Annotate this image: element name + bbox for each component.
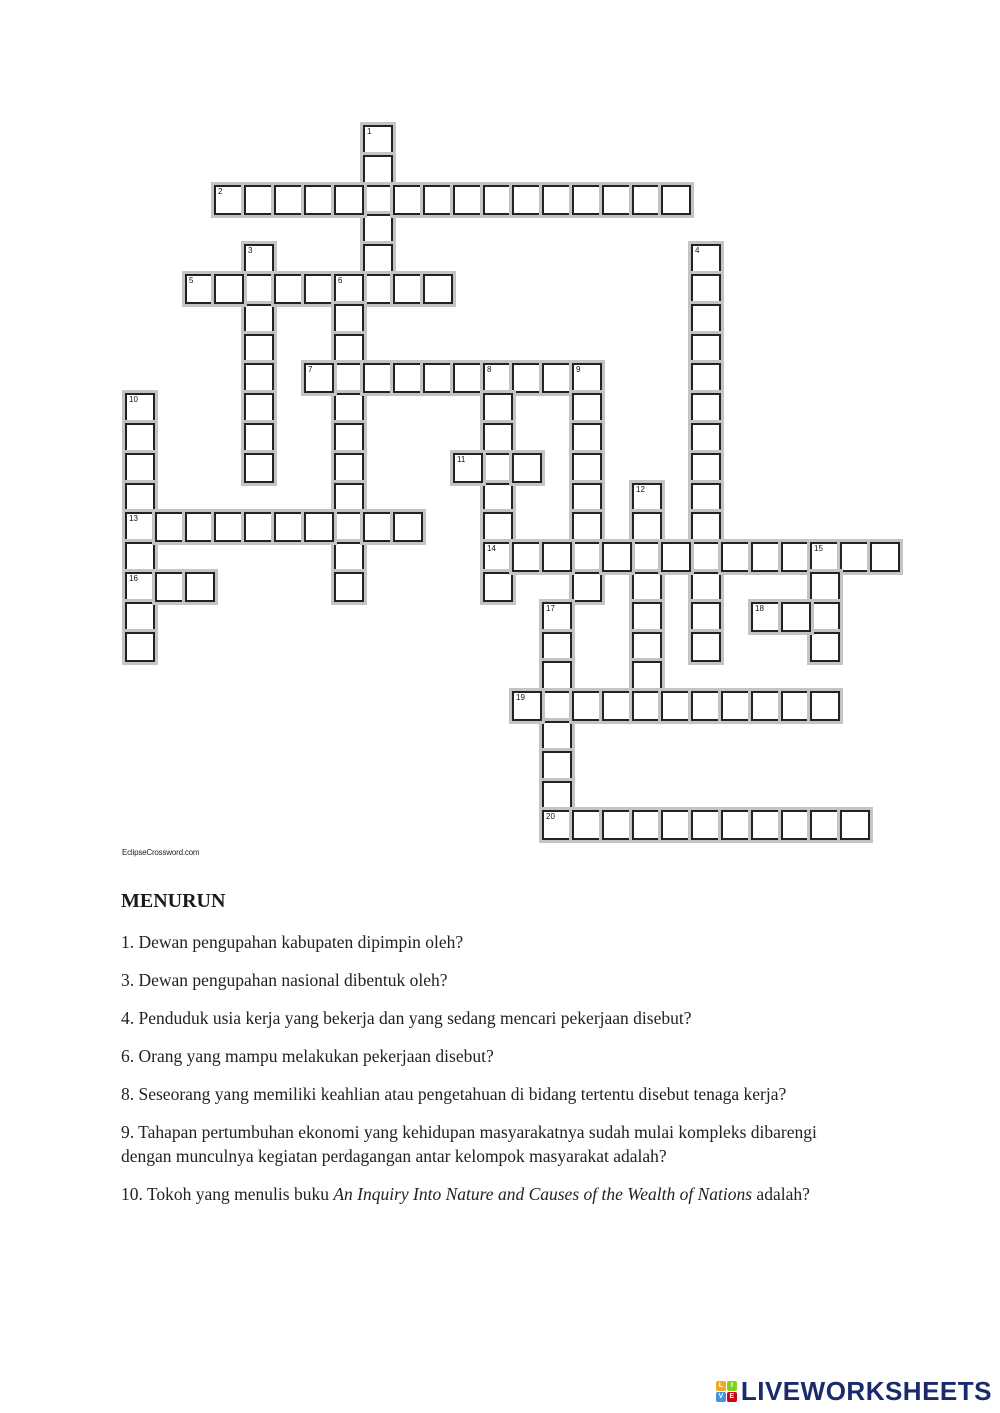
crossword-cell[interactable] bbox=[244, 274, 274, 304]
crossword-cell[interactable] bbox=[632, 632, 662, 662]
crossword-cell[interactable] bbox=[483, 453, 513, 483]
crossword-cell[interactable] bbox=[572, 483, 602, 513]
clue-number: 10 bbox=[129, 395, 138, 404]
crossword-cell[interactable] bbox=[542, 691, 572, 721]
crossword-cell[interactable] bbox=[721, 542, 751, 572]
crossword-cell[interactable] bbox=[632, 185, 662, 215]
crossword-cell[interactable] bbox=[304, 363, 334, 393]
crossword-cell[interactable] bbox=[214, 512, 244, 542]
crossword-cell[interactable] bbox=[810, 572, 840, 602]
crossword-cell[interactable] bbox=[691, 274, 721, 304]
crossword-cell[interactable] bbox=[304, 185, 334, 215]
crossword-cell[interactable] bbox=[334, 274, 364, 304]
crossword-cell[interactable] bbox=[691, 632, 721, 662]
crossword-cell[interactable] bbox=[423, 274, 453, 304]
crossword-cell[interactable] bbox=[572, 393, 602, 423]
crossword-cell[interactable] bbox=[185, 572, 215, 602]
crossword-cell[interactable] bbox=[810, 632, 840, 662]
crossword-cell[interactable] bbox=[334, 423, 364, 453]
crossword-cell[interactable] bbox=[632, 512, 662, 542]
crossword-cell[interactable] bbox=[572, 512, 602, 542]
liveworksheets-brand bbox=[716, 1376, 992, 1407]
crossword-cell[interactable] bbox=[542, 185, 572, 215]
clue-number: 16 bbox=[129, 574, 138, 583]
clue-number: 18 bbox=[755, 604, 764, 613]
crossword-cell[interactable] bbox=[721, 691, 751, 721]
crossword-cell[interactable] bbox=[572, 691, 602, 721]
crossword-cell[interactable] bbox=[244, 453, 274, 483]
crossword-cell[interactable] bbox=[512, 453, 542, 483]
crossword-cell[interactable] bbox=[572, 542, 602, 572]
crossword-cell[interactable] bbox=[125, 512, 155, 542]
clue-number: 6 bbox=[338, 276, 343, 285]
crossword-cell[interactable] bbox=[661, 185, 691, 215]
crossword-cell[interactable] bbox=[363, 125, 393, 155]
crossword-cell[interactable] bbox=[542, 602, 572, 632]
crossword-cell[interactable] bbox=[125, 542, 155, 572]
clue-10-text: 10. Tokoh yang menulis buku bbox=[121, 1184, 334, 1204]
crossword-cell[interactable] bbox=[781, 810, 811, 840]
crossword-cell[interactable] bbox=[483, 423, 513, 453]
logo-letter: V bbox=[716, 1392, 726, 1402]
crossword-cell[interactable] bbox=[304, 512, 334, 542]
crossword-cell[interactable] bbox=[334, 334, 364, 364]
crossword-cell[interactable] bbox=[572, 810, 602, 840]
crossword-cell[interactable] bbox=[661, 691, 691, 721]
crossword-cell[interactable] bbox=[185, 512, 215, 542]
logo-letter: L bbox=[716, 1381, 726, 1391]
crossword-cell[interactable] bbox=[691, 244, 721, 274]
crossword-cell[interactable] bbox=[632, 572, 662, 602]
crossword-cell[interactable] bbox=[185, 274, 215, 304]
crossword-cell[interactable] bbox=[602, 810, 632, 840]
crossword-cell[interactable] bbox=[810, 691, 840, 721]
crossword-cell[interactable] bbox=[483, 572, 513, 602]
crossword-cell[interactable] bbox=[512, 363, 542, 393]
clue-10-suffix: adalah? bbox=[752, 1184, 810, 1204]
crossword-cell[interactable] bbox=[632, 602, 662, 632]
crossword-cell[interactable] bbox=[214, 185, 244, 215]
crossword-cell[interactable] bbox=[721, 810, 751, 840]
clue-number: 8 bbox=[487, 365, 492, 374]
liveworksheets-wordmark: LIVEWORKSHEETS bbox=[740, 1376, 992, 1406]
clue-number: 1 bbox=[367, 127, 372, 136]
crossword-cell[interactable] bbox=[244, 393, 274, 423]
section-heading-menurun: MENURUN bbox=[121, 890, 226, 912]
crossword-cell[interactable] bbox=[691, 393, 721, 423]
crossword-cell[interactable] bbox=[453, 363, 483, 393]
crossword-cell[interactable] bbox=[125, 572, 155, 602]
crossword-cell[interactable] bbox=[751, 542, 781, 572]
crossword-cell[interactable] bbox=[691, 602, 721, 632]
crossword-cell[interactable] bbox=[512, 691, 542, 721]
crossword-cell[interactable] bbox=[483, 185, 513, 215]
crossword-cell[interactable] bbox=[304, 274, 334, 304]
crossword-cell[interactable] bbox=[363, 512, 393, 542]
clue-list bbox=[121, 890, 861, 1220]
crossword-cell[interactable] bbox=[751, 691, 781, 721]
crossword-cell[interactable] bbox=[423, 363, 453, 393]
clue-number: 11 bbox=[457, 455, 466, 464]
crossword-cell[interactable] bbox=[691, 572, 721, 602]
crossword-cell[interactable] bbox=[125, 632, 155, 662]
crossword-cell[interactable] bbox=[632, 542, 662, 572]
crossword-cell[interactable] bbox=[542, 751, 572, 781]
crossword-cell[interactable] bbox=[840, 542, 870, 572]
crossword-cell[interactable] bbox=[363, 274, 393, 304]
crossword-cell[interactable] bbox=[334, 542, 364, 572]
crossword-cell[interactable] bbox=[334, 304, 364, 334]
crossword-cell[interactable] bbox=[691, 334, 721, 364]
crossword-cell[interactable] bbox=[661, 542, 691, 572]
crossword-cell[interactable] bbox=[483, 542, 513, 572]
crossword-cell[interactable] bbox=[483, 512, 513, 542]
crossword-cell[interactable] bbox=[334, 483, 364, 513]
clue-9: 9. Tahapan pertumbuhan ekonomi yang kehidupan masyarakatnya sudah mulai kompleks dibarengi dengan munculnya kegiatan perdagangan antar kelompok masyarakat adalah? bbox=[121, 1122, 817, 1166]
crossword-cell[interactable] bbox=[810, 542, 840, 572]
crossword-cell[interactable] bbox=[453, 185, 483, 215]
clue-number: 3 bbox=[248, 246, 253, 255]
crossword-cell[interactable] bbox=[602, 185, 632, 215]
crossword-cell[interactable] bbox=[125, 483, 155, 513]
clue-1: 1. Dewan pengupahan kabupaten dipimpin oleh? bbox=[121, 932, 464, 952]
crossword-cell[interactable] bbox=[781, 691, 811, 721]
crossword-cell[interactable] bbox=[363, 185, 393, 215]
crossword-cell[interactable] bbox=[274, 512, 304, 542]
crossword-cell[interactable] bbox=[542, 781, 572, 811]
crossword-cell[interactable] bbox=[453, 453, 483, 483]
crossword-cell[interactable] bbox=[125, 453, 155, 483]
crossword-cell[interactable] bbox=[572, 572, 602, 602]
crossword-cell[interactable] bbox=[810, 810, 840, 840]
crossword-cell[interactable] bbox=[602, 691, 632, 721]
clue-number: 15 bbox=[814, 544, 823, 553]
crossword-cell[interactable] bbox=[810, 602, 840, 632]
crossword-cell[interactable] bbox=[572, 453, 602, 483]
crossword-cell[interactable] bbox=[542, 363, 572, 393]
clue-number: 13 bbox=[129, 514, 138, 523]
crossword-cell[interactable] bbox=[632, 661, 662, 691]
clue-3: 3. Dewan pengupahan nasional dibentuk oleh? bbox=[121, 970, 448, 990]
crossword-cell[interactable] bbox=[155, 572, 185, 602]
crossword-cell[interactable] bbox=[483, 483, 513, 513]
crossword-cell[interactable] bbox=[512, 542, 542, 572]
crossword-cell[interactable] bbox=[483, 393, 513, 423]
clue-number: 14 bbox=[487, 544, 496, 553]
crossword-cell[interactable] bbox=[840, 810, 870, 840]
crossword-cell[interactable] bbox=[512, 185, 542, 215]
crossword-cell[interactable] bbox=[393, 363, 423, 393]
crossword-cell[interactable] bbox=[542, 542, 572, 572]
crossword-credit: EclipseCrossword.com bbox=[122, 848, 200, 857]
crossword-cell[interactable] bbox=[363, 214, 393, 244]
crossword-cell[interactable] bbox=[423, 185, 453, 215]
crossword-cell[interactable] bbox=[363, 363, 393, 393]
clue-number: 2 bbox=[218, 187, 223, 196]
liveworksheets-logo-icon bbox=[716, 1381, 737, 1402]
crossword-cell[interactable] bbox=[661, 810, 691, 840]
crossword-cell[interactable] bbox=[244, 423, 274, 453]
crossword-cell[interactable] bbox=[542, 632, 572, 662]
crossword-cell[interactable] bbox=[393, 512, 423, 542]
crossword-cell[interactable] bbox=[363, 244, 393, 274]
logo-letter: I bbox=[727, 1381, 737, 1391]
crossword-cell[interactable] bbox=[244, 512, 274, 542]
crossword-cell[interactable] bbox=[602, 542, 632, 572]
crossword-cell[interactable] bbox=[334, 363, 364, 393]
crossword-cell[interactable] bbox=[334, 185, 364, 215]
crossword-cell[interactable] bbox=[542, 810, 572, 840]
clue-8: 8. Seseorang yang memiliki keahlian atau pengetahuan di bidang tertentu disebut tenaga kerja? bbox=[121, 1084, 787, 1104]
crossword-cell[interactable] bbox=[572, 423, 602, 453]
clue-number: 12 bbox=[636, 485, 645, 494]
crossword-cell[interactable] bbox=[214, 274, 244, 304]
crossword-cell[interactable] bbox=[691, 512, 721, 542]
clue-number: 4 bbox=[695, 246, 700, 255]
crossword-cell[interactable] bbox=[274, 185, 304, 215]
crossword-cell[interactable] bbox=[632, 810, 662, 840]
logo-letter: E bbox=[727, 1392, 737, 1402]
crossword-cell[interactable] bbox=[244, 244, 274, 274]
crossword-cell[interactable] bbox=[870, 542, 900, 572]
crossword-cell[interactable] bbox=[334, 393, 364, 423]
crossword-cell[interactable] bbox=[691, 423, 721, 453]
crossword-cell[interactable] bbox=[691, 542, 721, 572]
crossword-cell[interactable] bbox=[632, 691, 662, 721]
crossword-cell[interactable] bbox=[334, 453, 364, 483]
crossword-cell[interactable] bbox=[244, 304, 274, 334]
crossword-cell[interactable] bbox=[155, 512, 185, 542]
clue-number: 17 bbox=[546, 604, 555, 613]
crossword-cell[interactable] bbox=[691, 810, 721, 840]
crossword-cell[interactable] bbox=[691, 691, 721, 721]
clue-number: 9 bbox=[576, 365, 581, 374]
clue-10-book-title: An Inquiry Into Nature and Causes of the Wealth of Nations bbox=[333, 1184, 753, 1204]
crossword-cell[interactable] bbox=[125, 393, 155, 423]
crossword-cell[interactable] bbox=[363, 155, 393, 185]
crossword-cell[interactable] bbox=[244, 363, 274, 393]
crossword-cell[interactable] bbox=[781, 542, 811, 572]
clue-6: 6. Orang yang mampu melakukan pekerjaan disebut? bbox=[121, 1046, 494, 1066]
crossword-cell[interactable] bbox=[274, 274, 304, 304]
crossword-cell[interactable] bbox=[691, 453, 721, 483]
crossword-cell[interactable] bbox=[125, 423, 155, 453]
crossword-cell[interactable] bbox=[542, 661, 572, 691]
crossword-cell[interactable] bbox=[334, 572, 364, 602]
clue-number: 7 bbox=[308, 365, 313, 374]
clue-number: 5 bbox=[189, 276, 194, 285]
clue-number: 19 bbox=[516, 693, 525, 702]
crossword-cell[interactable] bbox=[632, 483, 662, 513]
clue-4: 4. Penduduk usia kerja yang bekerja dan yang sedang mencari pekerjaan disebut? bbox=[121, 1008, 692, 1028]
crossword-cell[interactable] bbox=[691, 363, 721, 393]
crossword-cell[interactable] bbox=[483, 363, 513, 393]
crossword-cell[interactable] bbox=[334, 512, 364, 542]
crossword-cell[interactable] bbox=[781, 602, 811, 632]
crossword-cell[interactable] bbox=[572, 185, 602, 215]
crossword-cell[interactable] bbox=[691, 304, 721, 334]
crossword-cell[interactable] bbox=[244, 185, 274, 215]
crossword-cell[interactable] bbox=[393, 274, 423, 304]
crossword-cell[interactable] bbox=[542, 721, 572, 751]
crossword-cell[interactable] bbox=[751, 602, 781, 632]
crossword-cell[interactable] bbox=[572, 363, 602, 393]
clue-number: 20 bbox=[546, 812, 555, 821]
crossword-cell[interactable] bbox=[691, 483, 721, 513]
clue-10 bbox=[121, 1182, 861, 1206]
crossword-cell[interactable] bbox=[125, 602, 155, 632]
crossword-cell[interactable] bbox=[393, 185, 423, 215]
crossword-cell[interactable] bbox=[244, 334, 274, 364]
crossword-cell[interactable] bbox=[751, 810, 781, 840]
